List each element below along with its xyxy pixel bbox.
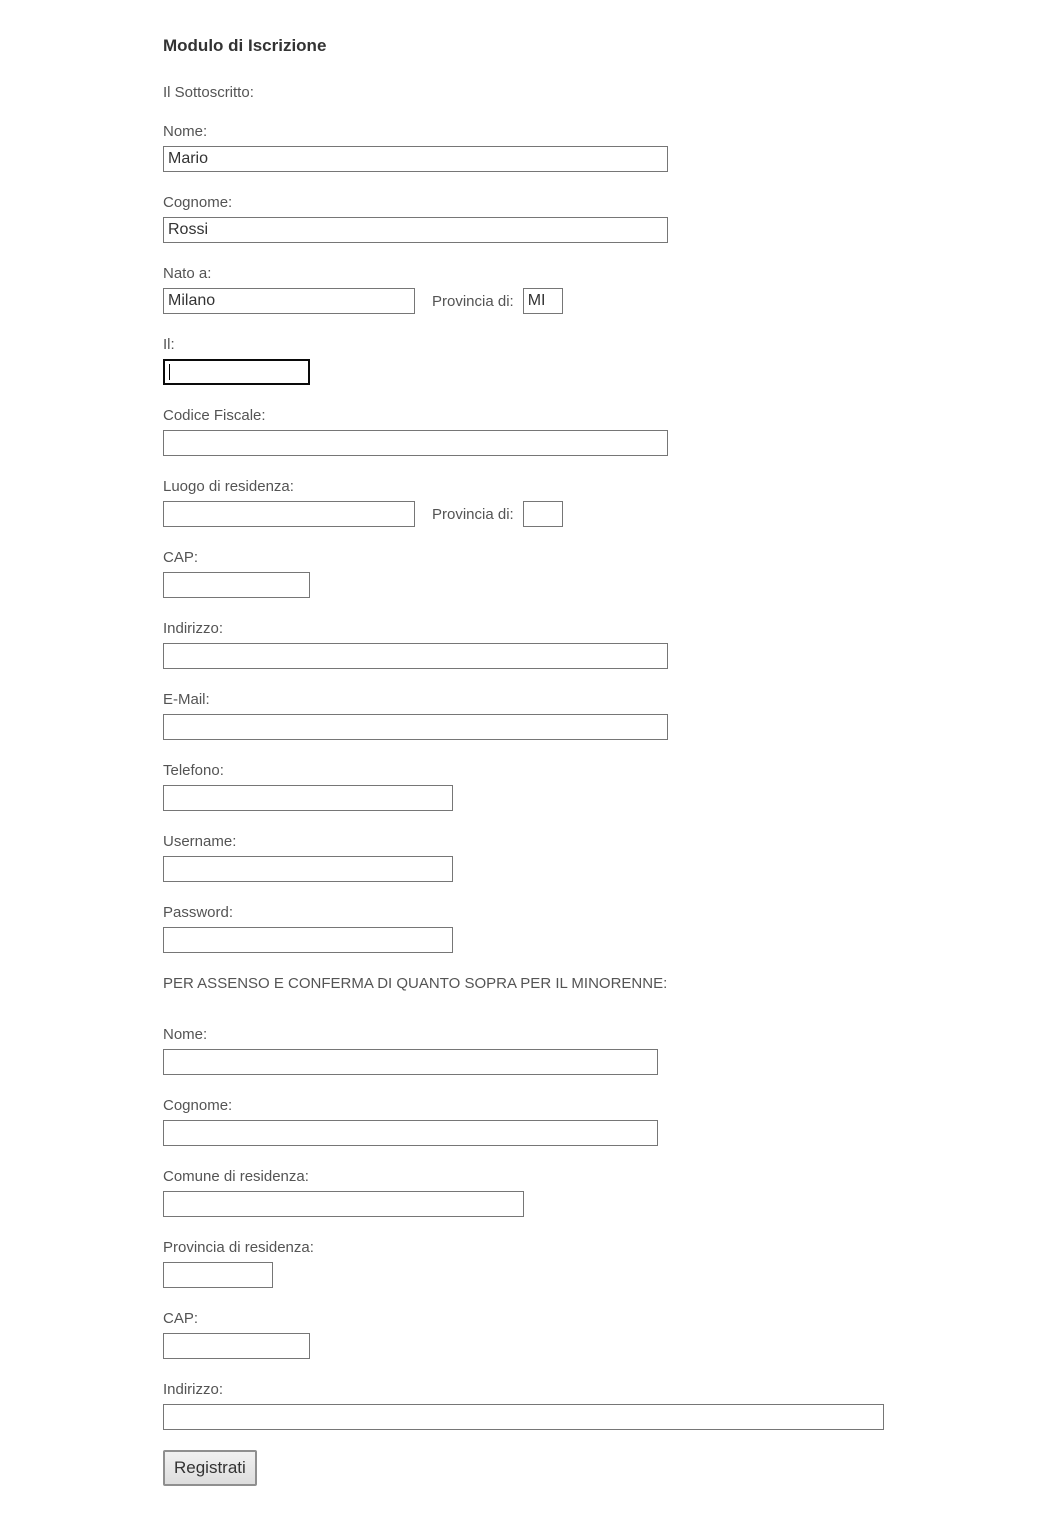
provincia-di-residenza-label: Provincia di residenza: [163, 1239, 314, 1256]
cap-input[interactable] [163, 572, 310, 598]
minore-cap-input[interactable] [163, 1333, 310, 1359]
il-label: Il: [163, 336, 175, 353]
minore-indirizzo-input[interactable] [163, 1404, 884, 1430]
indirizzo-input[interactable] [163, 643, 668, 669]
field-group-password [163, 902, 1057, 953]
email-input[interactable] [163, 714, 668, 740]
cap-label: CAP: [163, 549, 199, 566]
field-group-provincia-di-residenza [163, 1237, 1057, 1288]
cognome-input[interactable] [163, 217, 668, 243]
username-label: Username: [163, 833, 237, 850]
il-input-wrap [163, 359, 310, 385]
telefono-input[interactable] [163, 785, 453, 811]
page-title: Modulo di Iscrizione [163, 36, 327, 55]
field-group-cap [163, 547, 1057, 598]
field-group-minore-cap [163, 1308, 1057, 1359]
field-group-luogo-di-residenza [163, 476, 1057, 527]
codice-fiscale-label: Codice Fiscale: [163, 407, 266, 424]
luogo-provincia-label: Provincia di: [432, 505, 514, 523]
field-group-nome [163, 121, 1057, 172]
password-input[interactable] [163, 927, 453, 953]
field-group-indirizzo [163, 618, 1057, 669]
luogo-di-residenza-label: Luogo di residenza: [163, 478, 294, 495]
field-group-cognome [163, 192, 1057, 243]
codice-fiscale-input[interactable] [163, 430, 668, 456]
field-group-telefono [163, 760, 1057, 811]
nato-a-provincia-input[interactable] [523, 288, 563, 314]
password-label: Password: [163, 904, 234, 921]
il-input[interactable] [163, 359, 310, 385]
field-group-comune-di-residenza [163, 1166, 1057, 1217]
field-group-codice-fiscale [163, 405, 1057, 456]
email-label: E-Mail: [163, 691, 210, 708]
field-group-nato-a [163, 263, 1057, 314]
luogo-di-residenza-input[interactable] [163, 501, 415, 527]
minore-cap-label: CAP: [163, 1310, 199, 1327]
minore-cognome-input[interactable] [163, 1120, 658, 1146]
username-input[interactable] [163, 856, 453, 882]
minor-section-heading: PER ASSENSO E CONFERMA DI QUANTO SOPRA PER IL MINORENNE: [163, 975, 668, 992]
minore-nome-input[interactable] [163, 1049, 658, 1075]
comune-di-residenza-input[interactable] [163, 1191, 524, 1217]
indirizzo-label: Indirizzo: [163, 620, 224, 637]
telefono-label: Telefono: [163, 762, 224, 779]
nome-label: Nome: [163, 123, 208, 140]
cognome-label: Cognome: [163, 194, 233, 211]
text-caret [169, 364, 170, 380]
luogo-provincia-input[interactable] [523, 501, 563, 527]
luogo-di-residenza-row [163, 501, 1057, 527]
field-group-minore-nome [163, 1024, 1057, 1075]
comune-di-residenza-label: Comune di residenza: [163, 1168, 309, 1185]
nato-a-label: Nato a: [163, 265, 212, 282]
field-group-minore-indirizzo [163, 1379, 1057, 1430]
field-group-email [163, 689, 1057, 740]
field-group-il [163, 334, 1057, 385]
field-group-username [163, 831, 1057, 882]
nato-a-row [163, 288, 1057, 314]
provincia-di-residenza-input[interactable] [163, 1262, 273, 1288]
minore-nome-label: Nome: [163, 1026, 208, 1043]
minore-indirizzo-label: Indirizzo: [163, 1381, 224, 1398]
intro-text: Il Sottoscritto: [163, 84, 254, 101]
minore-cognome-label: Cognome: [163, 1097, 233, 1114]
registrati-button[interactable]: Registrati [163, 1450, 257, 1486]
nome-input[interactable] [163, 146, 668, 172]
field-group-minore-cognome [163, 1095, 1057, 1146]
nato-a-input[interactable] [163, 288, 415, 314]
nato-a-provincia-label: Provincia di: [432, 292, 514, 310]
